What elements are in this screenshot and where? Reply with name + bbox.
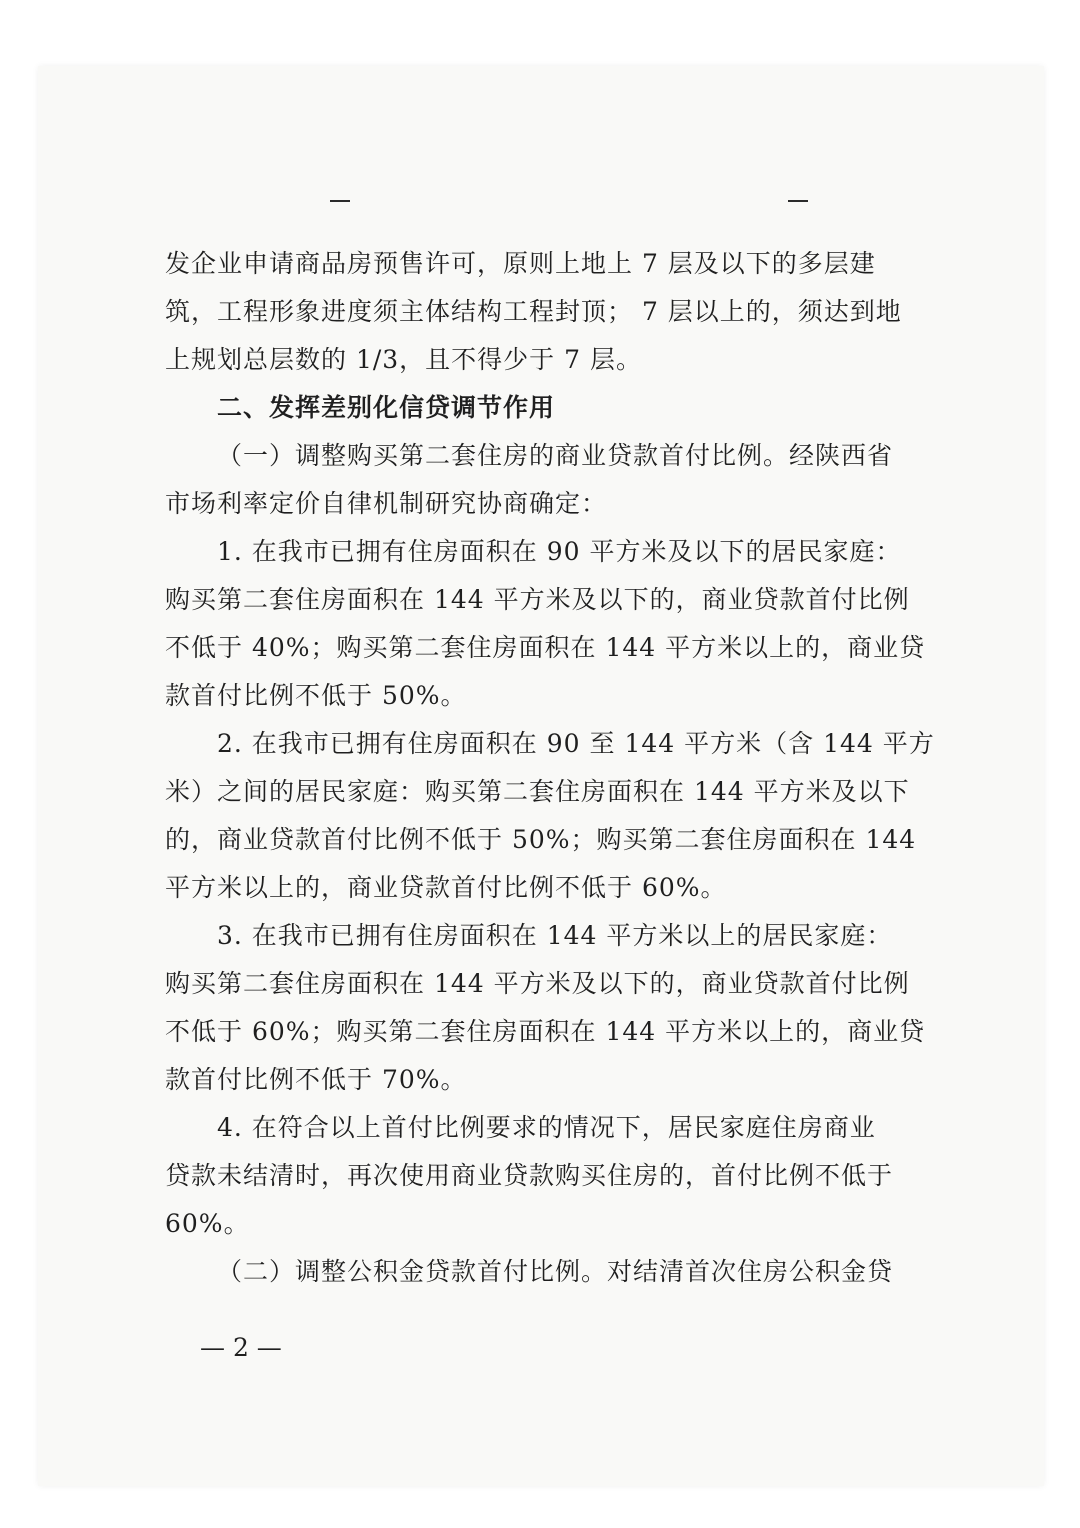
body-line: 款首付比例不低于 50%。 (165, 681, 467, 710)
body-line: 款首付比例不低于 70%。 (165, 1065, 467, 1094)
body-line: 上规划总层数的 1/3，且不得少于 7 层。 (165, 345, 642, 374)
list-item-4-line: 4. 在符合以上首付比例要求的情况下，居民家庭住房商业 (217, 1113, 876, 1142)
body-line: 贷款未结清时，再次使用商业贷款购买住房的，首付比例不低于 (165, 1161, 894, 1190)
body-line: 的，商业贷款首付比例不低于 50%；购买第二套住房面积在 144 (165, 825, 917, 854)
body-line: 发企业申请商品房预售许可，原则上地上 7 层及以下的多层建 (165, 249, 876, 278)
list-item-1-line: 1. 在我市已拥有住房面积在 90 平方米及以下的居民家庭： (217, 537, 902, 566)
list-item-3-line: 3. 在我市已拥有住房面积在 144 平方米以上的居民家庭： (217, 921, 893, 950)
body-line: 不低于 60%；购买第二套住房面积在 144 平方米以上的，商业贷 (165, 1017, 926, 1046)
body-line: 不低于 40%；购买第二套住房面积在 144 平方米以上的，商业贷 (165, 633, 926, 662)
subsection-line: （一）调整购买第二套住房的商业贷款首付比例。经陕西省 (217, 441, 894, 470)
document-body (165, 240, 935, 1296)
top-left-mark (330, 200, 350, 202)
page-number: — 2 — (200, 1333, 282, 1362)
body-line: 米）之间的居民家庭：购买第二套住房面积在 144 平方米及以下 (165, 777, 910, 806)
body-line: 购买第二套住房面积在 144 平方米及以下的，商业贷款首付比例 (165, 585, 910, 614)
body-line: 筑，工程形象进度须主体结构工程封顶； 7 层以上的，须达到地 (165, 297, 902, 326)
list-item-2-line: 2. 在我市已拥有住房面积在 90 至 144 平方米（含 144 平方 (217, 729, 935, 758)
body-line: 平方米以上的，商业贷款首付比例不低于 60%。 (165, 873, 727, 902)
subsection-line: （二）调整公积金贷款首付比例。对结清首次住房公积金贷 (217, 1257, 894, 1286)
body-line: 市场利率定价自律机制研究协商确定： (165, 489, 608, 518)
body-line: 60%。 (165, 1209, 250, 1238)
body-line: 购买第二套住房面积在 144 平方米及以下的，商业贷款首付比例 (165, 969, 910, 998)
section-heading: 二、发挥差别化信贷调节作用 (217, 393, 556, 422)
top-right-mark (788, 200, 808, 202)
